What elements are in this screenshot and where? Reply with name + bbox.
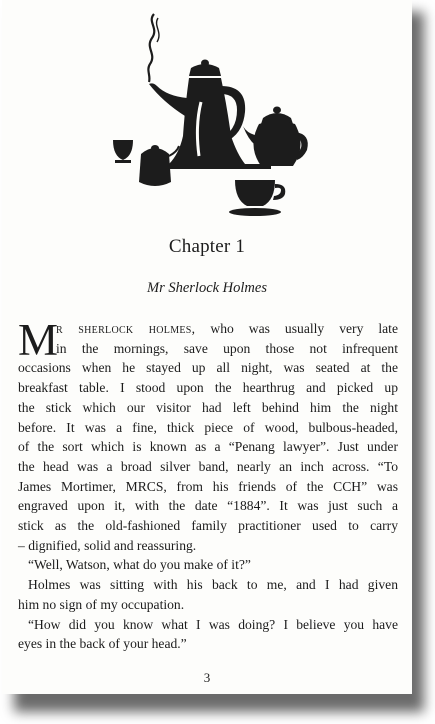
text-line: eyes in the back of your head.” bbox=[18, 636, 187, 652]
chapter-title: Chapter 1 bbox=[168, 236, 246, 257]
text-line: in the mornings, save upon those not infrequent bbox=[56, 340, 398, 356]
teapot-illustration-icon bbox=[97, 6, 312, 221]
text-line: breakfast table. I stood upon the hearthrug and picked up bbox=[18, 380, 398, 396]
text-line: – dignified, solid and reassuring. bbox=[18, 537, 197, 553]
text-line: occasions when he stayed up all night, was seated at the bbox=[18, 360, 398, 376]
book-page bbox=[2, 0, 412, 694]
text-line: the stick which our visitor had left behind him the night bbox=[18, 399, 398, 415]
text-line: Holmes was sitting with his back to me, and I had given bbox=[28, 577, 398, 593]
page-number: 3 bbox=[203, 670, 211, 685]
text-fragment: who was usually very late bbox=[195, 321, 398, 336]
drop-cap: M bbox=[18, 315, 59, 365]
text-line: “How did you know what I was doing? I believe you have bbox=[28, 616, 398, 632]
chapter-subtitle: Mr Sherlock Holmes bbox=[146, 280, 267, 296]
text-line: him no sign of my occupation. bbox=[18, 596, 185, 612]
text-line: of the sort which is known as a “Penang lawyer”. Just under bbox=[18, 439, 398, 455]
text-line: James Mortimer, MRCS, from his friends of the CCH” was bbox=[18, 478, 398, 494]
text-line bbox=[18, 319, 398, 339]
text-line: stick as the old-fashioned family practitioner used to carry bbox=[18, 518, 398, 534]
text-line: engraved upon it, with the date “1884”. It was just such a bbox=[18, 498, 398, 514]
small-caps-opening: r sherlock holmes, bbox=[56, 321, 196, 336]
text-line: the head was a broad silver band, nearly an inch across. “To bbox=[18, 458, 398, 474]
text-line: “Well, Watson, what do you make of it?” bbox=[28, 557, 251, 573]
chapter-body bbox=[18, 315, 398, 654]
text-line: before. It was a fine, thick piece of wood, bulbous-headed, bbox=[18, 419, 398, 435]
